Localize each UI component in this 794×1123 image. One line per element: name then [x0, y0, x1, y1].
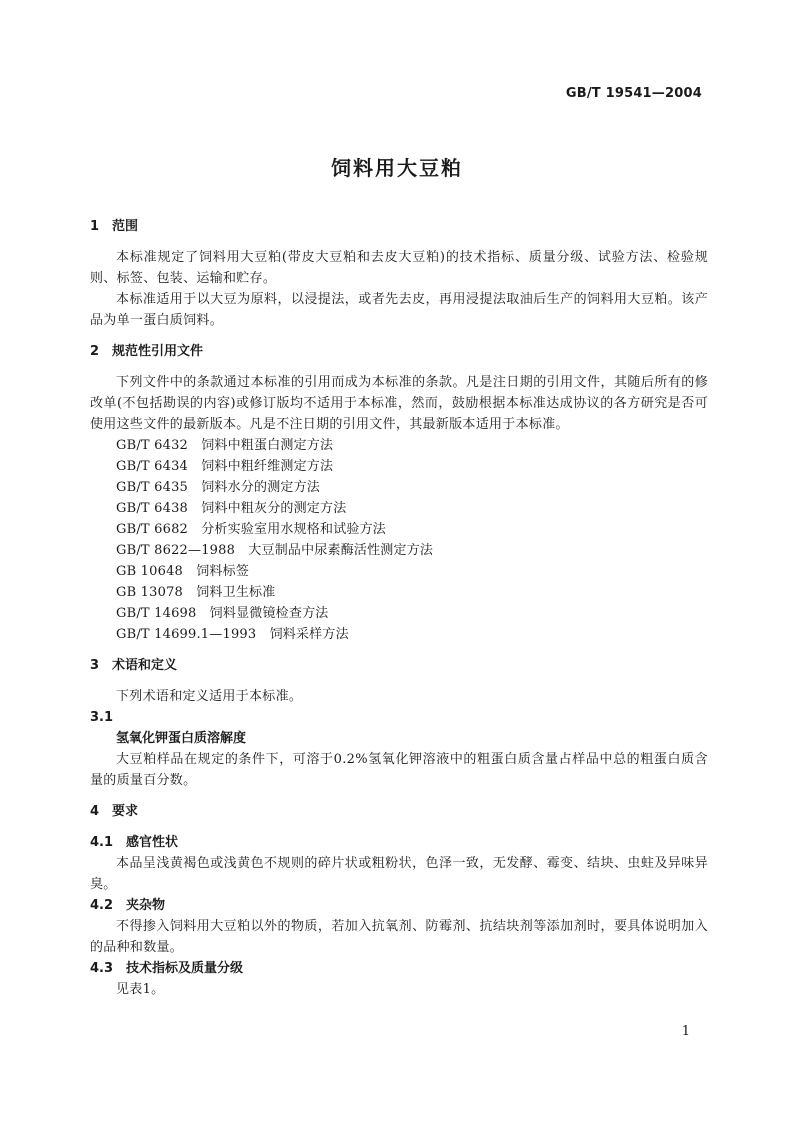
- document-body: [90, 216, 708, 1000]
- subsection-4-2-text: 不得掺入饲料用大豆粕以外的物质，若加入抗氧剂、防霉剂、抗结块剂等添加剂时，要具体说明加入的品种和数量。: [90, 919, 708, 955]
- reference-item: GB/T 6434 饲料中粗纤维测定方法: [116, 459, 334, 474]
- subsection-3-1-number: 3.1: [90, 710, 114, 725]
- standard-code: GB/T 19541—2004: [565, 86, 702, 101]
- section-1-heading: 1 范围: [90, 219, 139, 234]
- subsection-4-3-heading: 4.3 技术指标及质量分级: [90, 961, 244, 976]
- page-number: 1: [681, 1024, 690, 1039]
- spacer: [90, 822, 708, 832]
- term-definition: 大豆粕样品在规定的条件下，可溶于0.2%氢氧化钾溶液中的粗蛋白质含量占样品中总的粗蛋白质含量的质量百分数。: [90, 752, 708, 788]
- reference-item: GB/T 6438 饲料中粗灰分的测定方法: [116, 501, 347, 516]
- section-3-paragraph-1: 下列术语和定义适用于本标准。: [116, 689, 303, 704]
- section-4-heading: 4 要求: [90, 804, 139, 819]
- subsection-4-2-heading: 4.2 夹杂物: [90, 898, 166, 913]
- reference-item: GB/T 14699.1—1993 饲料采样方法: [116, 627, 349, 642]
- reference-item: GB/T 8622—1988 大豆制品中尿素酶活性测定方法: [116, 543, 434, 558]
- section-3-heading: 3 术语和定义: [90, 658, 178, 673]
- spacer: [90, 676, 708, 686]
- subsection-4-3-text: 见表1。: [116, 982, 165, 997]
- reference-item: GB/T 14698 饲料显微镜检查方法: [116, 606, 329, 621]
- spacer: [90, 237, 708, 247]
- reference-item: GB/T 6682 分析实验室用水规格和试验方法: [116, 522, 387, 537]
- spacer: [90, 791, 708, 801]
- reference-item: GB/T 6432 饲料中粗蛋白测定方法: [116, 438, 334, 453]
- spacer: [90, 645, 708, 655]
- section-1-paragraph-1: 本标准规定了饲料用大豆粕(带皮大豆粕和去皮大豆粕)的技术指标、质量分级、试验方法、检验规则、标签、包装、运输和贮存。: [90, 250, 708, 286]
- term-title: 氢氧化钾蛋白质溶解度: [116, 731, 247, 746]
- subsection-4-1-heading: 4.1 感官性状: [90, 835, 179, 850]
- subsection-4-1-text: 本品呈浅黄褐色或浅黄色不规则的碎片状或粗粉状，色泽一致，无发酵、霉变、结块、虫蛀及异味异臭。: [90, 856, 708, 892]
- section-2-heading: 2 规范性引用文件: [90, 344, 204, 359]
- section-2-paragraph-1: 下列文件中的条款通过本标准的引用而成为本标准的条款。凡是注日期的引用文件，其随后所有的修改单(不包括勘误的内容)或修订版均不适用于本标准，然而，鼓励根据本标准达成协议的各方研究是否可使用这些文件的最新版本。凡是不注日期的引用文件，其最新版本适用于本标准。: [90, 375, 708, 432]
- spacer: [90, 362, 708, 372]
- document-title: 饲料用大豆粕: [331, 156, 463, 180]
- reference-item: GB/T 6435 饲料水分的测定方法: [116, 480, 321, 495]
- reference-item: GB 13078 饲料卫生标准: [116, 585, 276, 600]
- section-1-paragraph-2: 本标准适用于以大豆为原料，以浸提法，或者先去皮，再用浸提法取油后生产的饲料用大豆粕。该产品为单一蛋白质饲料。: [90, 292, 708, 328]
- spacer: [90, 331, 708, 341]
- reference-item: GB 10648 饲料标签: [116, 564, 250, 579]
